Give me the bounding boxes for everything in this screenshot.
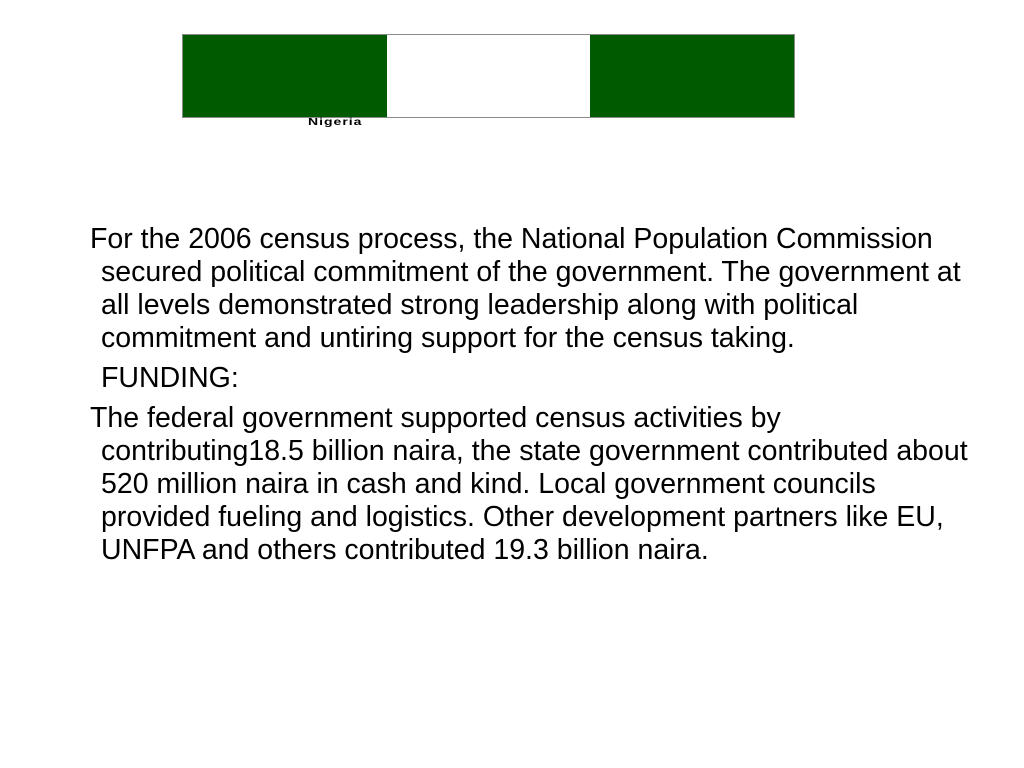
flag-stripe-center xyxy=(387,35,591,117)
commitment-paragraph: For the 2006 census process, the National Population Commission secured political commitment of the government. The government at all levels demonstrated strong leadership along with political commitment and untiring support for the census taking. xyxy=(90,223,961,354)
flag-stripe-right xyxy=(590,35,794,117)
slide-body xyxy=(88,223,978,574)
flag-stripe-left xyxy=(183,35,387,117)
nigeria-flag-image xyxy=(182,34,795,118)
flag-caption: Nigeria xyxy=(308,116,363,128)
funding-heading: FUNDING: xyxy=(101,362,239,394)
funding-paragraph: The federal government supported census activities by contributing18.5 billion naira, the state government contributed about 520 million naira in cash and kind. Local government councils provided fueling and logistics. Other development partners like EU, UNFPA and others contributed 19.3 billion naira. xyxy=(90,402,968,566)
